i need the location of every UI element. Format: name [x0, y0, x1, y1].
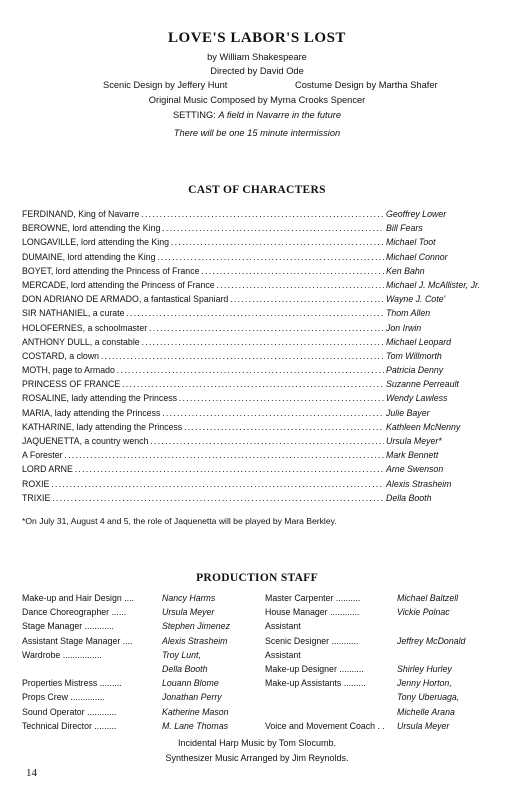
- cast-row: [22, 462, 492, 476]
- staff-row: [265, 634, 505, 648]
- cast-role: ANTHONY DULL, a constable . . .: [22, 335, 384, 349]
- staff-role: Props Crew ..............: [22, 692, 105, 703]
- cast-role: DUMAINE, lord attending the King . . .: [22, 250, 384, 264]
- staff-row: [22, 676, 262, 690]
- cast-list: [22, 207, 492, 505]
- cast-role: A Forester . . .: [22, 448, 384, 462]
- staff-role: Make-up Assistants .........: [265, 678, 366, 689]
- director-line: Directed by David Ode: [210, 66, 304, 76]
- staff-name: Tony Uberuaga,: [397, 692, 460, 703]
- staff-row: [22, 690, 262, 704]
- staff-role: Stage Manager ............: [22, 621, 114, 632]
- synth-credit: Synthesizer Music Arranged by Jim Reynolds.: [165, 753, 349, 763]
- staff-row: [265, 648, 505, 662]
- staff-row: [265, 719, 505, 733]
- cast-role: MOTH, page to Armado . . .: [22, 363, 384, 377]
- staff-role: Technical Director .........: [22, 720, 117, 731]
- staff-name: Della Booth: [162, 663, 208, 674]
- scenic-design-line: Scenic Design by Jeffery Hunt: [103, 80, 228, 90]
- cast-role: MARIA, lady attending the Princess . . .: [22, 406, 384, 420]
- cast-row: [22, 349, 492, 363]
- staff-row: [22, 719, 262, 733]
- staff-name: Ursula Meyer: [162, 607, 215, 618]
- cast-role: ROSALINE, lady attending the Princess . . .: [22, 391, 384, 405]
- cast-actor: Michael J. McAllister, Jr.: [386, 279, 481, 290]
- staff-role: Properties Mistress .........: [22, 678, 122, 689]
- cast-row: [22, 491, 492, 505]
- staff-row: [265, 591, 505, 605]
- cast-actor: Thom Allen: [386, 308, 431, 319]
- cast-actor: Michael Leopard: [386, 336, 452, 347]
- cast-role: PRINCESS OF FRANCE . . .: [22, 377, 384, 391]
- cast-row: [22, 434, 492, 448]
- staff-name: Jenny Horton,: [397, 678, 452, 689]
- staff-name: Nancy Harms: [162, 593, 216, 603]
- cast-actor: Geoffrey Lower: [386, 209, 447, 219]
- cast-actor: Tom Willmorth: [386, 350, 442, 361]
- cast-actor: Patricia Denny: [386, 365, 444, 376]
- staff-list-left: [22, 591, 262, 733]
- cast-actor: Arne Swenson: [386, 464, 444, 475]
- staff-name: Ursula Meyer: [397, 720, 450, 731]
- cast-role: DON ADRIANO DE ARMADO, a fantastical Spaniard . . .: [22, 292, 384, 306]
- cast-actor: Mark Bennett: [386, 450, 439, 461]
- staff-row: [265, 676, 505, 690]
- cast-row: [22, 306, 492, 320]
- cast-row: [22, 292, 492, 306]
- staff-list-right: [265, 591, 505, 733]
- cast-row: [22, 391, 492, 405]
- cast-actor: Jon Irwin: [386, 322, 422, 333]
- staff-name: Stephen Jimenez: [162, 621, 230, 632]
- cast-actor: Della Booth: [386, 492, 432, 503]
- cast-role: TRIXIE . . .: [22, 491, 384, 505]
- staff-name: Michael Baltzell: [397, 593, 459, 603]
- cast-row: [22, 420, 492, 434]
- costume-design-line: Costume Design by Martha Shafer: [295, 80, 438, 90]
- author-line: by William Shakespeare: [207, 52, 307, 62]
- cast-role: BEROWNE, lord attending the King . . .: [22, 221, 384, 235]
- staff-name: Jeffrey McDonald: [397, 635, 466, 646]
- setting-label: SETTING:: [172, 110, 216, 120]
- cast-actor: Wendy Lawless: [386, 393, 448, 404]
- cast-row: [22, 335, 492, 349]
- staff-row: [265, 690, 505, 704]
- staff-name: Michelle Arana: [397, 706, 455, 717]
- music-line: Original Music Composed by Myrna Crooks Spencer: [148, 95, 366, 105]
- cast-row: [22, 477, 492, 491]
- play-title: LOVE'S LABOR'S LOST: [168, 30, 346, 46]
- cast-role: JAQUENETTA, a country wench . . .: [22, 434, 384, 448]
- cast-role: FERDINAND, King of Navarre . . .: [22, 207, 384, 221]
- cast-role: BOYET, lord attending the Princess of France . . .: [22, 264, 384, 278]
- cast-role: KATHARINE, lady attending the Princess . . .: [22, 420, 384, 434]
- staff-role: House Manager ............: [265, 607, 360, 618]
- staff-row: [22, 619, 262, 633]
- staff-heading: PRODUCTION STAFF: [196, 572, 318, 584]
- staff-row: [265, 619, 505, 633]
- cast-row: [22, 377, 492, 391]
- cast-actor: Kathleen McNenny: [386, 421, 461, 432]
- cast-row: [22, 448, 492, 462]
- page-number: 14: [26, 767, 37, 779]
- cast-row: [22, 264, 492, 278]
- staff-row: [265, 662, 505, 676]
- staff-role: Make-up Designer ..........: [265, 663, 364, 674]
- cast-actor: Michael Toot: [386, 237, 436, 248]
- staff-role: Voice and Movement Coach . .: [265, 720, 385, 731]
- cast-role: SIR NATHANIEL, a curate . . .: [22, 306, 384, 320]
- cast-footnote: *On July 31, August 4 and 5, the role of Jaquenetta will be played by Mara Berkley.: [22, 516, 337, 526]
- cast-row: [22, 363, 492, 377]
- cast-actor: Alexis Strasheim: [386, 478, 452, 489]
- staff-row: [22, 605, 262, 619]
- harp-credit: Incidental Harp Music by Tom Slocumb.: [178, 738, 336, 748]
- staff-row: [265, 605, 505, 619]
- cast-actor: Bill Fears: [386, 223, 423, 234]
- cast-row: [22, 207, 492, 221]
- cast-role: COSTARD, a clown . . .: [22, 349, 384, 363]
- cast-role: ROXIE . . .: [22, 477, 384, 491]
- intermission-note: There will be one 15 minute intermission: [173, 128, 341, 138]
- staff-name: M. Lane Thomas: [162, 720, 229, 731]
- staff-role: Assistant Stage Manager ....: [22, 635, 133, 646]
- staff-role: Assistant: [265, 621, 301, 632]
- staff-role: Wardrobe ................: [22, 649, 102, 660]
- staff-role: Dance Choreographer ......: [22, 607, 127, 618]
- cast-actor: Suzanne Perreault: [386, 379, 459, 390]
- staff-row: [265, 705, 505, 719]
- staff-row: [22, 634, 262, 648]
- cast-row: [22, 321, 492, 335]
- cast-actor: Ken Bahn: [386, 265, 425, 276]
- cast-role: LONGAVILLE, lord attending the King . . .: [22, 235, 384, 249]
- staff-name: Katherine Mason: [162, 706, 229, 717]
- cast-heading: CAST OF CHARACTERS: [188, 184, 326, 196]
- cast-role: LORD ARNE . . .: [22, 462, 384, 476]
- cast-row: [22, 250, 492, 264]
- setting-line: [0, 110, 514, 120]
- cast-row: [22, 221, 492, 235]
- staff-row: [22, 705, 262, 719]
- staff-name: Shirley Hurley: [397, 663, 452, 674]
- staff-role: Assistant: [265, 649, 301, 660]
- cast-actor: Michael Connor: [386, 251, 448, 262]
- cast-actor: Wayne J. Cote': [386, 294, 446, 305]
- staff-row: [22, 591, 262, 605]
- staff-name: Troy Lunt,: [162, 649, 201, 660]
- cast-actor: Ursula Meyer*: [386, 436, 442, 446]
- staff-name: Vickie Polnac: [397, 607, 450, 618]
- cast-row: [22, 235, 492, 249]
- cast-row: [22, 406, 492, 420]
- staff-role: Master Carpenter ..........: [265, 593, 361, 603]
- staff-role: Sound Operator ............: [22, 706, 117, 717]
- cast-role: MERCADE, lord attending the Princess of France . . .: [22, 278, 384, 292]
- cast-actor: Julie Bayer: [386, 407, 430, 418]
- staff-row: [22, 648, 262, 662]
- staff-name: Louann Blome: [162, 678, 219, 689]
- staff-row: [22, 662, 262, 676]
- staff-role: Scenic Designer ...........: [265, 635, 359, 646]
- staff-role: Make-up and Hair Design ....: [22, 593, 134, 603]
- cast-row: [22, 278, 492, 292]
- setting-value: A field in Navarre in the future: [218, 110, 342, 120]
- staff-name: Alexis Strasheim: [162, 635, 228, 646]
- staff-name: Jonathan Perry: [162, 692, 222, 703]
- cast-role: HOLOFERNES, a schoolmaster . . .: [22, 321, 384, 335]
